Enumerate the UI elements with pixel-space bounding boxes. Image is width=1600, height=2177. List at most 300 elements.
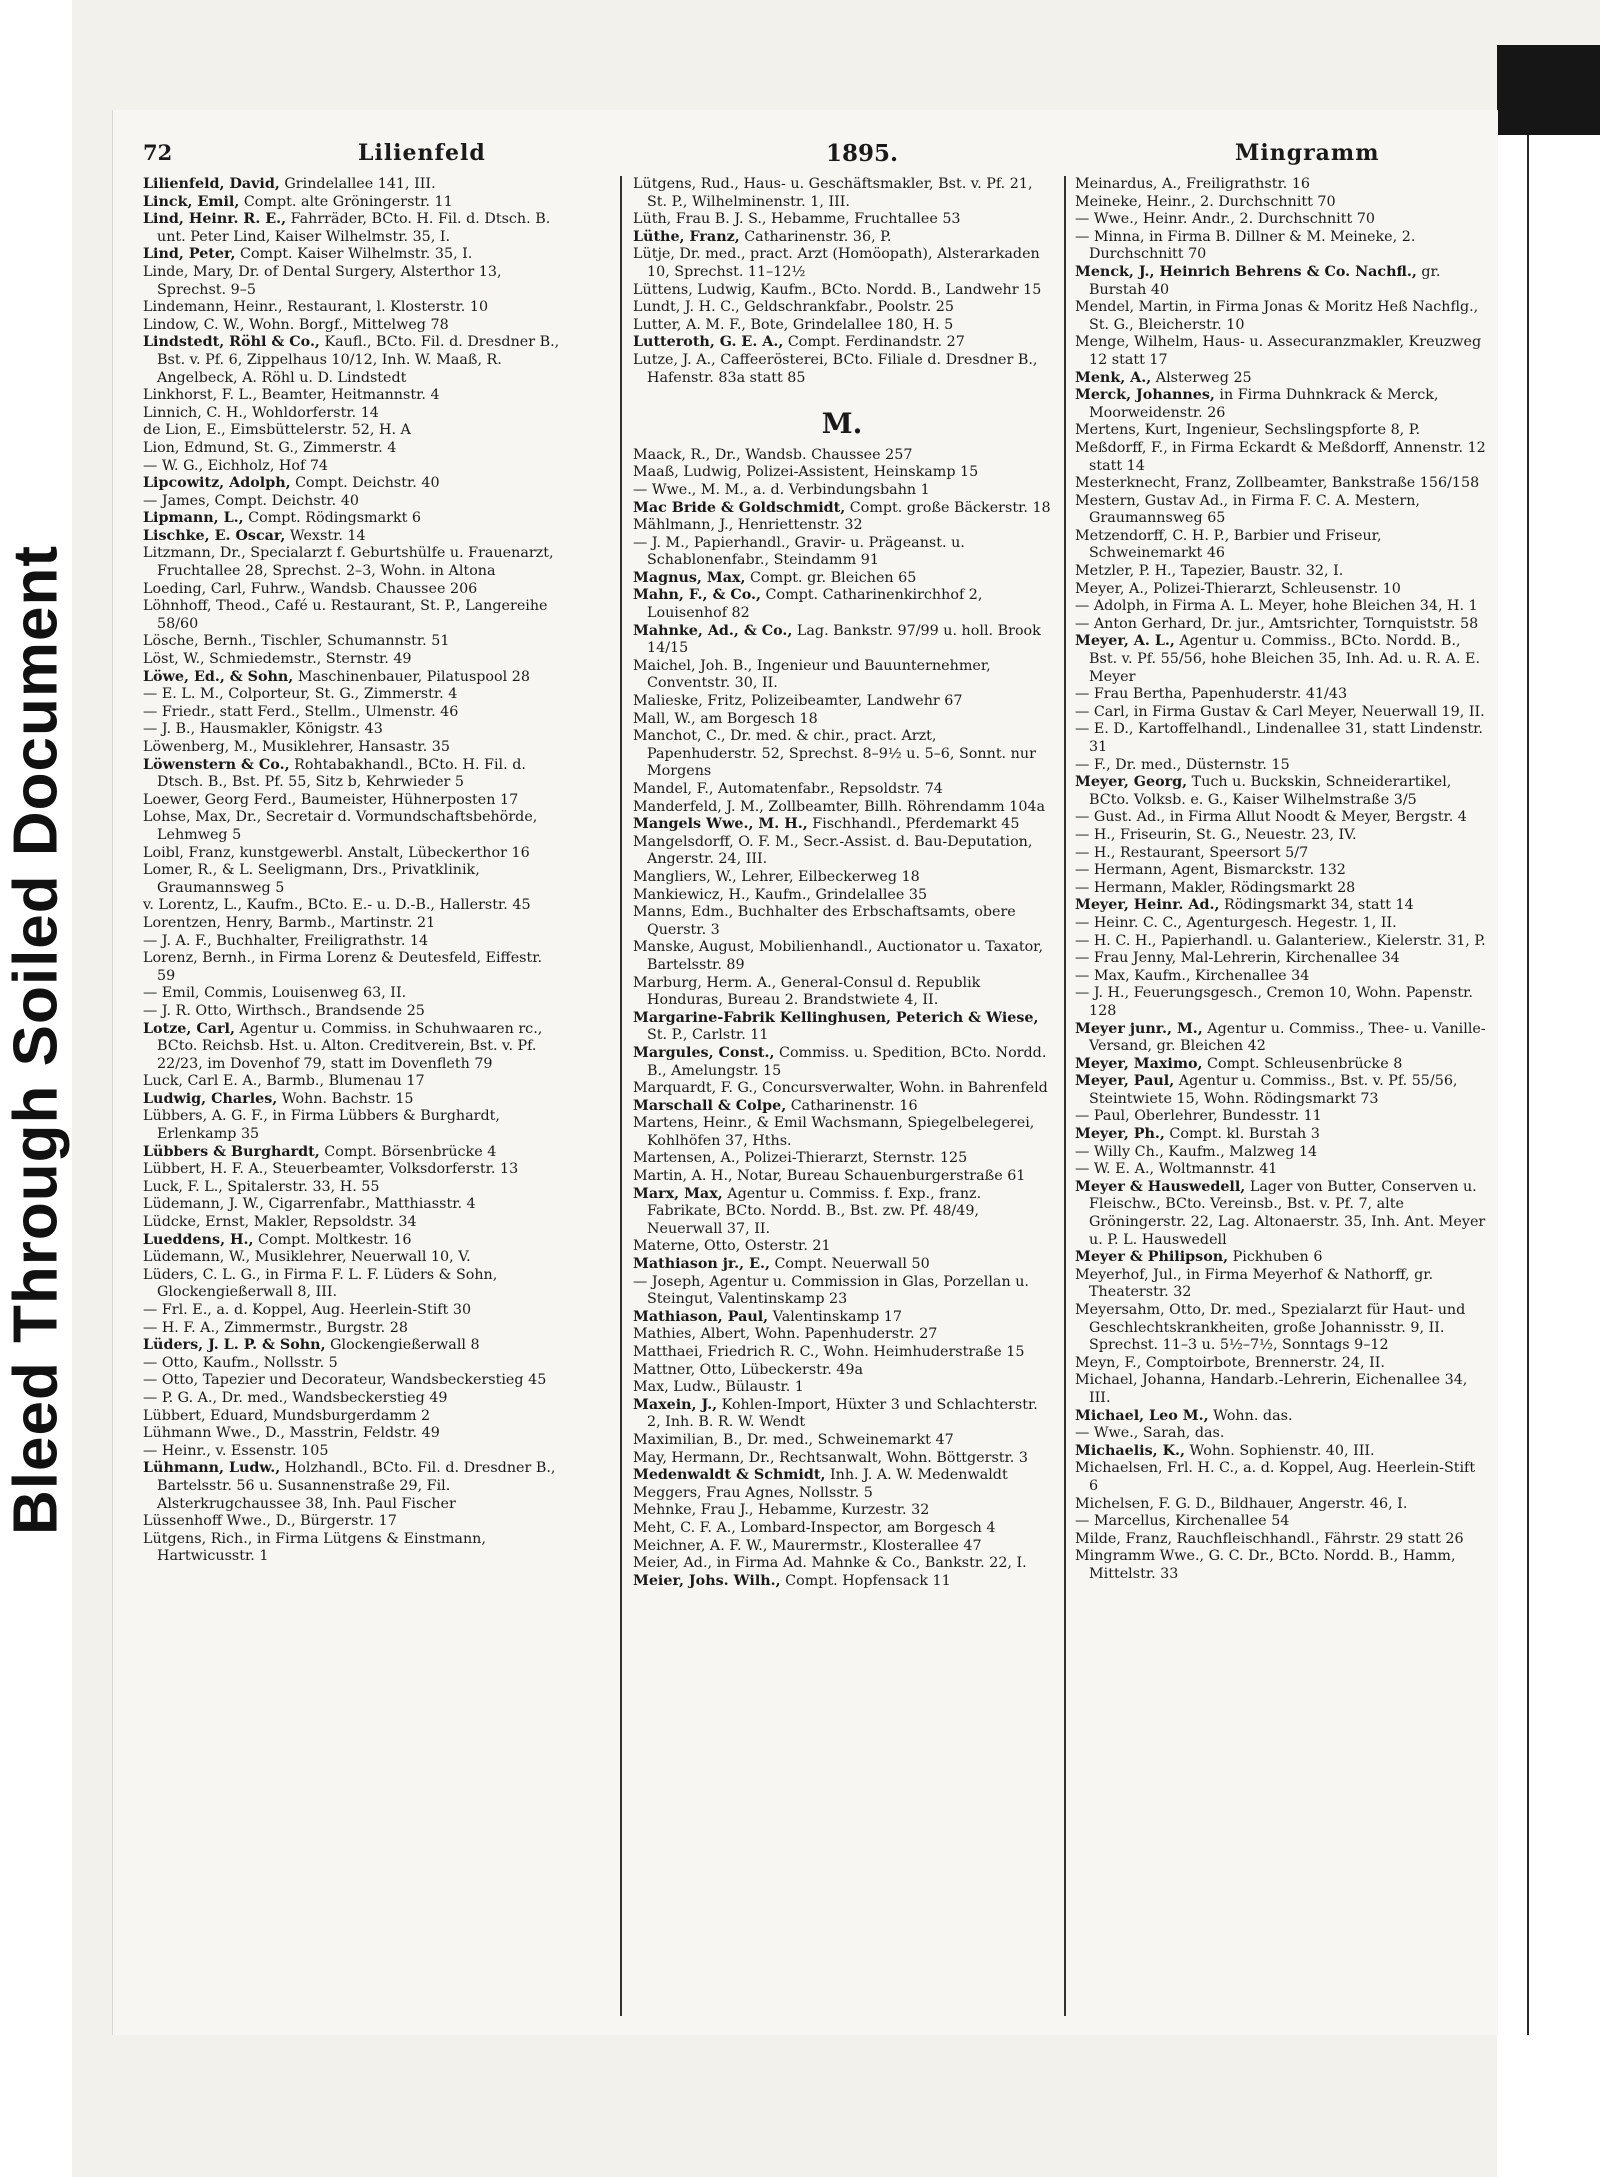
entry-name: Meyer, Paul, — [1075, 1073, 1175, 1090]
directory-entry — [633, 229, 1051, 247]
entry-text: Valentinskamp 17 — [768, 1308, 902, 1325]
directory-entry — [143, 1320, 561, 1338]
entry-text: Tuch u. Buckskin, Schneiderartikel, BCto. Volksb. e. G., Kaiser Wilhelmstraße 3/5 — [1089, 774, 1452, 808]
entry-text: Lüders, C. L. G., in Firma F. L. F. Lüders & Sohn, Glockengießerwall 8, III. — [143, 1266, 498, 1301]
entry-text: — Willy Ch., Kaufm., Malzweg 14 — [1075, 1143, 1318, 1160]
entry-text: Linde, Mary, Dr. of Dental Surgery, Alsterthor 13, Sprechst. 9–5 — [143, 263, 502, 298]
entry-text: Meyer, A., Polizei-Thierarzt, Schleusenstr. 10 — [1075, 580, 1401, 597]
entry-text: May, Hermann, Dr., Rechtsanwalt, Wohn. Böttgerstr. 3 — [633, 1449, 1028, 1466]
directory-entry — [633, 1555, 1051, 1573]
entry-name: Lüders, J. L. P. & Sohn, — [143, 1337, 326, 1354]
entry-name: Linck, Emil, — [143, 193, 240, 210]
directory-entry — [1075, 721, 1487, 756]
directory-entry — [143, 246, 561, 264]
entry-text: Maschinenbauer, Pilatuspool 28 — [293, 668, 530, 685]
entry-text: Mingramm Wwe., G. C. Dr., BCto. Nordd. B., Hamm, Mittelstr. 33 — [1075, 1548, 1456, 1582]
entry-text: — H., Friseurin, St. G., Neuestr. 23, IV. — [1075, 826, 1357, 843]
entry-text: Linkhorst, F. L., Beamter, Heitmannstr. 4 — [143, 387, 440, 404]
entry-text: — P. G. A., Dr. med., Wandsbeckerstieg 49 — [143, 1389, 448, 1406]
directory-entry — [143, 897, 561, 915]
entry-text: — E. D., Kartoffelhandl., Lindenallee 31, statt Lindenstr. 31 — [1075, 721, 1483, 755]
entry-name: Meyer, Georg, — [1075, 774, 1188, 791]
directory-entry — [1075, 1021, 1487, 1056]
entry-name: Michaelis, K., — [1075, 1442, 1185, 1459]
entry-text: Mehnke, Frau J., Hebamme, Kurzestr. 32 — [633, 1502, 930, 1519]
entry-name: Maxein, J., — [633, 1396, 718, 1413]
entry-text: Lager von Butter, Conserven u. Fleischw., BCto. Vereinsb., Bst. v. Pf. 7, alte Gröningerstr. 22, Lag. Altonaerstr. 35, Inh. Ant. Meyer u. P. L. Hauswedell — [1089, 1178, 1486, 1248]
directory-entry — [1075, 211, 1487, 229]
directory-entry — [633, 587, 1051, 622]
directory-entry — [1075, 915, 1487, 933]
directory-entry — [633, 1573, 1051, 1591]
entry-text: Wohn. Sophienstr. 40, III. — [1184, 1442, 1375, 1459]
entry-text: Manchot, C., Dr. med. & chir., pract. Arzt, Papenhuderstr. 52, Sprechst. 8–9½ u. 5–6, Sonnt. nur Morgens — [633, 728, 1036, 780]
directory-entry — [633, 500, 1051, 518]
directory-entry — [633, 975, 1051, 1010]
entry-name: Meyer & Philipson, — [1075, 1249, 1229, 1266]
entry-text: — Frl. E., a. d. Koppel, Aug. Heerlein-Stift 30 — [143, 1302, 472, 1318]
entry-text: Loibl, Franz, kunstgewerbl. Anstalt, Lübeckerthor 16 — [143, 844, 530, 861]
entry-text: Meggers, Frau Agnes, Nollsstr. 5 — [633, 1484, 873, 1501]
directory-entry — [1075, 229, 1487, 264]
entry-name: Löwenstern & Co., — [143, 756, 290, 773]
stamp-text: Bleed Through Soiled Document — [1, 544, 71, 1536]
entry-text: Mathies, Albert, Wohn. Papenhuderstr. 27 — [633, 1326, 938, 1343]
entry-text: Compt. Neuerwall 50 — [769, 1256, 930, 1273]
directory-entry — [143, 1460, 561, 1513]
entry-text: Compt. Kaiser Wilhelmstr. 35, I. — [235, 246, 473, 263]
directory-entry — [143, 1108, 561, 1143]
entry-text: Meßdorff, F., in Firma Eckardt & Meßdorff, Annenstr. 12 statt 14 — [1075, 439, 1486, 474]
directory-entry — [633, 623, 1051, 658]
entry-text: — J. A. F., Buchhalter, Freiligrathstr. 14 — [143, 932, 429, 949]
directory-entry — [143, 581, 561, 599]
entry-text: — H. C. H., Papierhandl. u. Galanteriew., Kielerstr. 31, P. — [1075, 932, 1486, 949]
directory-entry — [143, 1408, 561, 1426]
directory-entry — [1075, 1548, 1487, 1583]
entry-text: Maximilian, B., Dr. med., Schweinemarkt 47 — [633, 1431, 954, 1448]
directory-entry — [633, 535, 1051, 570]
directory-entry — [143, 1179, 561, 1197]
directory-entry — [143, 651, 561, 669]
directory-entry — [143, 1425, 561, 1443]
directory-entry — [633, 1080, 1051, 1098]
directory-entry — [143, 194, 561, 212]
entry-text: Lüssenhoff Wwe., D., Bürgerstr. 17 — [143, 1513, 397, 1530]
directory-entry — [143, 845, 561, 863]
directory-entry — [1075, 475, 1487, 493]
entry-text: — W. G., Eichholz, Hof 74 — [143, 457, 329, 474]
entry-text: Commiss. u. Spedition, BCto. Nordd. B., Amelungstr. 15 — [647, 1044, 1047, 1079]
entry-text: de Lion, E., Eimsbüttelerstr. 52, H. A — [143, 422, 411, 439]
entry-text: Compt. alte Gröningerstr. 11 — [239, 193, 453, 210]
entry-text: Meinardus, A., Freiligrathstr. 16 — [1075, 176, 1311, 192]
column-rule — [1064, 176, 1066, 2016]
entry-text: Lorenz, Bernh., in Firma Lorenz & Deutesfeld, Eiffestr. 59 — [143, 950, 543, 984]
entry-text: Litzmann, Dr., Specialarzt f. Geburtshülfe u. Frauenarzt, Fruchtallee 28, Sprechst. 2–3, Wohn. in Altona — [143, 545, 554, 580]
column-3 — [1075, 176, 1487, 2016]
directory-entry — [1075, 581, 1487, 599]
directory-entry — [1075, 1144, 1487, 1162]
entry-text: Mangelsdorff, O. F. M., Secr.-Assist. d. Bau-Deputation, Angerstr. 24, III. — [633, 833, 1033, 868]
scan-edge-dark — [1497, 45, 1600, 135]
entry-name: Lischke, E. Oscar, — [143, 527, 286, 544]
entry-text: Compt. gr. Bleichen 65 — [745, 569, 917, 586]
directory-entry — [143, 704, 561, 722]
entry-text: Mählmann, J., Henriettenstr. 32 — [633, 517, 863, 534]
entry-text: — Frau Bertha, Papenhuderstr. 41/43 — [1075, 686, 1348, 703]
directory-entry — [143, 985, 561, 1003]
entry-text: Manns, Edm., Buchhalter des Erbschaftsamts, obere Querstr. 3 — [633, 904, 1016, 938]
directory-entry — [1075, 370, 1487, 388]
entry-name: Lutteroth, G. E. A., — [633, 334, 784, 351]
entry-text: Lüdemann, W., Musiklehrer, Neuerwall 10, V. — [143, 1249, 471, 1266]
entry-name: Meyer junr., M., — [1075, 1020, 1203, 1037]
directory-entry — [633, 728, 1051, 781]
entry-text: gr. Burstah 40 — [1089, 263, 1441, 298]
directory-entry — [633, 1520, 1051, 1538]
entry-name: Lindstedt, Röhl & Co., — [143, 334, 320, 351]
entry-text: Compt. Deichstr. 40 — [290, 475, 440, 492]
directory-entry — [143, 633, 561, 651]
directory-entry — [143, 1531, 561, 1566]
entry-text: Lütje, Dr. med., pract. Arzt (Homöopath), Alsterarkaden 10, Sprechst. 11–12½ — [633, 246, 1040, 280]
directory-entry — [633, 1397, 1051, 1432]
scan-right-edge — [1497, 45, 1600, 2177]
directory-entry — [143, 510, 561, 528]
entry-name: Meyer, Maximo, — [1075, 1055, 1203, 1072]
entry-text: Lorentzen, Henry, Barmb., Martinstr. 21 — [143, 914, 436, 931]
entry-text: Meht, C. F. A., Lombard-Inspector, am Borgesch 4 — [633, 1519, 996, 1536]
entry-text: — Anton Gerhard, Dr. jur., Amtsrichter, Tornquiststr. 58 — [1075, 615, 1479, 632]
directory-entry — [633, 1538, 1051, 1556]
entry-text: Catharinenstr. 36, P. — [739, 228, 892, 245]
entry-text: Lübbers, A. G. F., in Firma Lübbers & Burghardt, Erlenkamp 35 — [143, 1108, 500, 1143]
entry-text: — F., Dr. med., Düsternstr. 15 — [1075, 756, 1290, 773]
directory-entry — [633, 939, 1051, 974]
directory-entry — [1075, 1073, 1487, 1108]
directory-entry — [1075, 985, 1487, 1020]
entry-text: Lindemann, Heinr., Restaurant, l. Klosterstr. 10 — [143, 299, 489, 316]
entry-text: Martensen, A., Polizei-Thierarzt, Sternstr. 125 — [633, 1150, 968, 1167]
directory-entry — [1075, 1126, 1487, 1144]
entry-name: Lueddens, H., — [143, 1231, 254, 1248]
entry-text: Michael, Johanna, Handarb.-Lehrerin, Eichenallee 34, III. — [1075, 1372, 1468, 1406]
directory-entry — [633, 282, 1051, 300]
directory-entry — [143, 1355, 561, 1373]
entry-text: St. P., Carlstr. 11 — [647, 1027, 769, 1044]
directory-entry — [143, 598, 561, 633]
entry-name: Menk, A., — [1075, 369, 1152, 386]
entry-text: Holzhandl., BCto. Fil. d. Dresdner B., Bartelsstr. 56 u. Susannenstraße 29, Fil. Alsterkrugchaussee 38, Inh. Paul Fischer — [157, 1460, 556, 1512]
directory-entry — [633, 1432, 1051, 1450]
entry-text: Agentur u. Commiss., BCto. Nordd. B., Bst. v. Pf. 55/56, hohe Bleichen 35, Inh. Ad. u. R. A. E. Meyer — [1089, 633, 1481, 685]
directory-entry — [1075, 422, 1487, 440]
directory-entry — [143, 1073, 561, 1091]
directory-entry — [1075, 1161, 1487, 1179]
entry-text: Materne, Otto, Osterstr. 21 — [633, 1238, 831, 1255]
directory-entry — [1075, 1443, 1487, 1461]
entry-text: — Otto, Kaufm., Nollsstr. 5 — [143, 1354, 338, 1371]
entry-name: Magnus, Max, — [633, 569, 746, 586]
directory-entry — [143, 493, 561, 511]
entry-text: Agentur u. Commiss. f. Exp., franz. Fabrikate, BCto. Nordd. B., Bst. zw. Pf. 48/49, Neuerwall 37, II. — [647, 1185, 982, 1237]
entry-text: Löst, W., Schmiedemstr., Sternstr. 49 — [143, 651, 412, 668]
entry-text: Löhnhoff, Theod., Café u. Restaurant, St. P., Langereihe 58/60 — [143, 598, 548, 632]
directory-entry — [143, 1021, 561, 1074]
entry-text: Martens, Heinr., & Emil Wachsmann, Spiegelbelegerei, Kohlhöfen 37, Hths. — [633, 1115, 1035, 1149]
entry-name: Margarine-Fabrik Kellinghusen, Peterich & Wiese, — [633, 1009, 1039, 1026]
entry-text: Michelsen, F. G. D., Bildhauer, Angerstr. 46, I. — [1075, 1495, 1408, 1512]
entry-text: — J. H., Feuerungsgesch., Cremon 10, Wohn. Papenstr. 128 — [1075, 985, 1473, 1019]
directory-entry — [633, 711, 1051, 729]
entry-text: in Firma Duhnkrack & Merck, Moorweidenstr. 26 — [1089, 387, 1439, 421]
directory-page — [112, 110, 1498, 2035]
entry-text: Compt. Hopfensack 11 — [780, 1572, 951, 1589]
directory-entry — [633, 1168, 1051, 1186]
entry-text: Michaelsen, Frl. H. C., a. d. Koppel, Aug. Heerlein-Stift 6 — [1075, 1460, 1476, 1494]
entry-name: Lotze, Carl, — [143, 1020, 235, 1037]
entry-text: — Adolph, in Firma A. L. Meyer, hohe Bleichen 34, H. 1 — [1075, 598, 1478, 615]
directory-entry — [1075, 176, 1487, 194]
directory-entry — [633, 1274, 1051, 1309]
entry-text: Metzler, P. H., Tapezier, Baustr. 32, I. — [1075, 563, 1344, 580]
directory-entry — [143, 1161, 561, 1179]
directory-entry — [143, 1337, 561, 1355]
directory-entry — [633, 317, 1051, 335]
directory-entry — [633, 570, 1051, 588]
directory-entry — [633, 1045, 1051, 1080]
entry-text: Pickhuben 6 — [1228, 1249, 1323, 1266]
directory-entry — [143, 686, 561, 704]
directory-entry — [143, 475, 561, 493]
entry-text: Maack, R., Dr., Wandsb. Chaussee 257 — [633, 446, 913, 463]
directory-entry — [1075, 387, 1487, 422]
entry-text: Lohse, Max, Dr., Secretair d. Vormundschaftsbehörde, Lehmweg 5 — [143, 809, 538, 843]
entry-text: Lutter, A. M. F., Bote, Grindelallee 180, H. 5 — [633, 316, 954, 333]
entry-text: Fahrräder, BCto. H. Fil. d. Dtsch. B. unt. Peter Lind, Kaiser Wilhelmstr. 35, I. — [157, 211, 551, 245]
entry-name: Marschall & Colpe, — [633, 1097, 787, 1114]
entry-text: Alsterweg 25 — [1151, 369, 1252, 386]
directory-entry — [1075, 897, 1487, 915]
entry-text: Maichel, Joh. B., Ingenieur und Bauunternehmer, Conventstr. 30, II. — [633, 657, 991, 692]
entry-text: Wohn. Bachstr. 15 — [277, 1090, 414, 1107]
entry-text: Lösche, Bernh., Tischler, Schumannstr. 51 — [143, 633, 450, 650]
directory-entry — [143, 669, 561, 687]
directory-entry — [633, 869, 1051, 887]
directory-entry — [633, 1502, 1051, 1520]
directory-entry — [1075, 1355, 1487, 1373]
directory-entry — [633, 1379, 1051, 1397]
entry-name: Lübbers & Burghardt, — [143, 1143, 320, 1160]
directory-entry — [1075, 1302, 1487, 1355]
entry-text: Manderfeld, J. M., Zollbeamter, Billh. Röhrendamm 104a — [633, 798, 1046, 815]
entry-name: Michael, Leo M., — [1075, 1407, 1209, 1424]
directory-entry — [633, 334, 1051, 352]
entry-text: Agentur u. Commiss. in Schuhwaaren rc., BCto. Reichsb. Hst. u. Alton. Creditverein, Bst. v. Pf. 22/23, im Dovenhof 79, statt im Dovenfleth 79 — [157, 1020, 543, 1072]
entry-text: — Hermann, Makler, Rödingsmarkt 28 — [1075, 879, 1356, 896]
entry-text: Compt. Moltkestr. 16 — [253, 1231, 412, 1248]
directory-entry — [143, 264, 561, 299]
entry-text: — W. E. A., Woltmannstr. 41 — [1075, 1161, 1278, 1178]
entry-text: Linnich, C. H., Wohldorferstr. 14 — [143, 404, 379, 421]
entry-text: Grindelallee 141, III. — [279, 176, 436, 192]
directory-entry — [143, 1267, 561, 1302]
entry-text: — Carl, in Firma Gustav & Carl Meyer, Neuerwall 19, II. — [1075, 703, 1485, 720]
directory-entry — [143, 1372, 561, 1390]
directory-entry — [633, 904, 1051, 939]
entry-text: Matthaei, Friedrich R. C., Wohn. Heimhuderstraße 15 — [633, 1344, 1025, 1360]
directory-entry — [1075, 862, 1487, 880]
directory-entry — [1075, 563, 1487, 581]
column-2 — [633, 176, 1051, 2016]
directory-entry — [1075, 598, 1487, 616]
entry-text: Rohtabakhandl., BCto. H. Fil. d. Dtsch. B., Bst. Pf. 55, Sitz b, Kehrwieder 5 — [157, 756, 526, 791]
directory-entry — [1075, 968, 1487, 986]
directory-entry — [633, 1326, 1051, 1344]
section-letter: M. — [821, 407, 863, 441]
entry-name: Lipmann, L., — [143, 510, 244, 527]
entry-name: Mahnke, Ad., & Co., — [633, 622, 793, 639]
entry-text: Compt. Catharinenkirchhof 2, Louisenhof 82 — [647, 587, 983, 622]
entry-name: Lilienfeld, David, — [143, 176, 280, 192]
entry-text: Marquardt, F. G., Concursverwalter, Wohn. in Bahrenfeld — [633, 1080, 1048, 1097]
entry-name: Menck, J., Heinrich Behrens & Co. Nachfl., — [1075, 263, 1417, 280]
entry-name: Marx, Max, — [633, 1185, 723, 1202]
directory-entry — [1075, 1513, 1487, 1531]
directory-entry — [633, 352, 1051, 387]
entry-name: Lind, Heinr. R. E., — [143, 211, 287, 228]
entry-text: Meyn, F., Comptoirbote, Brennerstr. 24, II. — [1075, 1354, 1385, 1371]
column-rule — [620, 176, 622, 2016]
entry-text: — Joseph, Agentur u. Commission in Glas, Porzellan u. Steingut, Valentinskamp 23 — [633, 1273, 1029, 1308]
entry-text: Mankiewicz, H., Kaufm., Grindelallee 35 — [633, 886, 928, 903]
entry-text: Glockengießerwall 8 — [325, 1337, 480, 1354]
directory-entry — [633, 1344, 1051, 1362]
directory-entry — [1075, 1496, 1487, 1514]
entry-name: Mangels Wwe., M. H., — [633, 816, 808, 833]
entry-text: Mandel, F., Automatenfabr., Repsoldstr. 74 — [633, 781, 943, 797]
entry-text: — Max, Kaufm., Kirchenallee 34 — [1075, 967, 1310, 984]
entry-text: Compt. Börsenbrücke 4 — [319, 1143, 497, 1160]
directory-entry — [633, 1256, 1051, 1274]
entry-text: Max, Ludw., Bülaustr. 1 — [633, 1379, 804, 1396]
entry-text: Agentur u. Commiss., Bst. v. Pf. 55/56, Steintwiete 15, Wohn. Rödingsmarkt 73 — [1089, 1073, 1458, 1107]
entry-name: Medenwaldt & Schmidt, — [633, 1467, 826, 1484]
directory-entry — [143, 1091, 561, 1109]
entry-text: Marburg, Herm. A., General-Consul d. Republik Honduras, Bureau 2. Brandstwiete 4, II. — [633, 974, 981, 1009]
directory-entry — [1075, 933, 1487, 951]
directory-entry — [1075, 757, 1487, 775]
entry-text: Lütgens, Rud., Haus- u. Geschäftsmakler, Bst. v. Pf. 21, St. P., Wilhelminenstr. 1, III. — [633, 176, 1033, 210]
entry-text: — J. M., Papierhandl., Gravir- u. Prägeanst. u. Schablonenfabr., Steindamm 91 — [633, 534, 965, 569]
entry-text: Mesterknecht, Franz, Zollbeamter, Bankstraße 156/158 — [1075, 475, 1480, 492]
directory-entry — [1075, 633, 1487, 686]
directory-entry — [1075, 528, 1487, 563]
entry-text: — Wwe., M. M., a. d. Verbindungsbahn 1 — [633, 481, 930, 498]
entry-text: Mertens, Kurt, Ingenieur, Sechslingspforte 8, P. — [1075, 422, 1421, 439]
directory-entry — [633, 658, 1051, 693]
entry-text: Löwenberg, M., Musiklehrer, Hansastr. 35 — [143, 739, 450, 755]
directory-entry — [143, 440, 561, 458]
directory-entry — [143, 1443, 561, 1461]
entry-text: Lutze, J. A., Caffeerösterei, BCto. Filiale d. Dresdner B., Hafenstr. 83a statt 85 — [633, 351, 1038, 386]
directory-entry — [633, 447, 1051, 465]
entry-text: Meyersahm, Otto, Dr. med., Spezialarzt für Haut- und Geschlechtskrankheiten, große Johannisstr. 9, II. Sprechst. 11–3 u. 5½–7½, Sonntags 9–12 — [1075, 1302, 1466, 1354]
entry-text: Compt. Rödingsmarkt 6 — [243, 510, 422, 527]
entry-text: Mestern, Gustav Ad., in Firma F. C. A. Mestern, Graumannsweg 65 — [1075, 492, 1420, 527]
entry-text: Catharinenstr. 16 — [786, 1097, 918, 1114]
entry-text: Lag. Bankstr. 97/99 u. holl. Brook 14/15 — [647, 622, 1041, 657]
entry-text: Meichner, A. F. W., Maurermstr., Klosterallee 47 — [633, 1537, 982, 1554]
directory-entry — [633, 1362, 1051, 1380]
directory-entry — [1075, 1408, 1487, 1426]
directory-entry — [1075, 827, 1487, 845]
entry-text: — J. B., Hausmakler, Königstr. 43 — [143, 721, 383, 738]
entry-text: — Friedr., statt Ferd., Stellm., Ulmenstr. 46 — [143, 703, 459, 720]
page-header — [113, 140, 1498, 176]
entry-text: Rödingsmarkt 34, statt 14 — [1219, 897, 1414, 914]
directory-entry — [143, 405, 561, 423]
scan-edge-line — [1527, 135, 1529, 2035]
directory-entry — [633, 246, 1051, 281]
entry-name: Mac Bride & Goldschmidt, — [633, 499, 846, 516]
entry-text: Lübbert, Eduard, Mundsburgerdamm 2 — [143, 1407, 431, 1424]
entry-name: Meyer & Hauswedell, — [1075, 1178, 1246, 1195]
page-number: 72 — [143, 140, 173, 165]
directory-entry — [1075, 1531, 1487, 1549]
entry-text: Metzendorff, C. H. P., Barbier und Friseur, Schweinemarkt 46 — [1075, 527, 1382, 562]
directory-entry — [143, 422, 561, 440]
directory-entry — [143, 1302, 561, 1320]
entry-text: Kaufl., BCto. Fil. d. Dresdner B., Bst. v. Pf. 6, Zippelhaus 10/12, Inh. W. Maaß, R. Angelbeck, A. Röhl u. D. Lindstedt — [157, 334, 560, 386]
entry-text: Lion, Edmund, St. G., Zimmerstr. 4 — [143, 439, 397, 456]
entry-text: — Hermann, Agent, Bismarckstr. 132 — [1075, 862, 1346, 879]
column-1 — [143, 176, 561, 2016]
entry-text: — Paul, Oberlehrer, Bundesstr. 11 — [1075, 1108, 1322, 1125]
entry-text: Lübbert, H. F. A., Steuerbeamter, Volksdorferstr. 13 — [143, 1161, 519, 1178]
directory-entry — [143, 792, 561, 810]
entry-name: Mathiason, Paul, — [633, 1308, 769, 1325]
directory-entry — [633, 1010, 1051, 1045]
entry-text: Luck, Carl E. A., Barmb., Blumenau 17 — [143, 1073, 425, 1090]
entry-text: — Minna, in Firma B. Dillner & M. Meineke, 2. Durchschnitt 70 — [1075, 228, 1416, 263]
directory-entry — [1075, 1179, 1487, 1249]
directory-entry — [143, 739, 561, 757]
directory-entry — [143, 299, 561, 317]
directory-entry — [633, 1450, 1051, 1468]
entry-text: Lüth, Frau B. J. S., Hebamme, Fruchtallee 53 — [633, 211, 961, 228]
entry-text: Compt. Ferdinandstr. 27 — [783, 334, 965, 351]
directory-entry — [633, 834, 1051, 869]
entry-text: Milde, Franz, Rauchfleischhandl., Fährstr. 29 statt 26 — [1075, 1530, 1464, 1547]
entry-text: Compt. kl. Burstah 3 — [1164, 1126, 1320, 1143]
entry-text: Martin, A. H., Notar, Bureau Schauenburgerstraße 61 — [633, 1168, 1026, 1185]
directory-entry — [1075, 440, 1487, 475]
entry-text: — Otto, Tapezier und Decorateur, Wandsbeckerstieg 45 — [143, 1372, 547, 1389]
directory-entry — [633, 781, 1051, 799]
entry-text: Kohlen-Import, Hüxter 3 und Schlachterstr. 2, Inh. B. R. W. Wendt — [647, 1396, 1038, 1431]
directory-entry — [1075, 616, 1487, 634]
directory-entry — [1075, 264, 1487, 299]
entry-text: Meier, Ad., in Firma Ad. Mahnke & Co., Bankstr. 22, I. — [633, 1555, 1027, 1572]
entry-name: Lipcowitz, Adolph, — [143, 475, 291, 492]
directory-entry — [633, 517, 1051, 535]
directory-entry — [143, 545, 561, 580]
entry-text: Lütgens, Rich., in Firma Lütgens & Einstmann, Hartwicusstr. 1 — [143, 1530, 486, 1565]
directory-entry — [143, 1214, 561, 1232]
entry-text: — Gust. Ad., in Firma Allut Noodt & Meyer, Bergstr. 4 — [1075, 809, 1467, 826]
